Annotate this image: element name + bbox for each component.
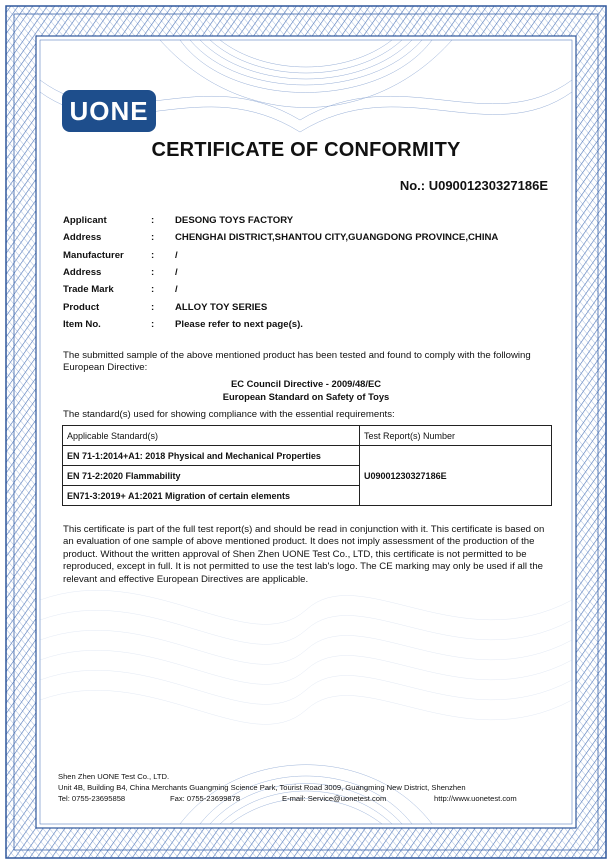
info-label: Item No. — [63, 318, 101, 330]
footer — [58, 771, 517, 804]
info-row-manufacturer — [63, 247, 498, 264]
footer-tel: Tel: 0755-23695858 — [58, 794, 126, 803]
report-number-cell: U09001230327186E — [360, 446, 552, 506]
info-row-address — [63, 229, 498, 246]
table-header-row — [63, 426, 552, 446]
info-colon: : — [151, 249, 155, 261]
logo-text: UONE — [69, 95, 149, 126]
info-value: DESONG TOYS FACTORY — [175, 215, 294, 227]
info-value: Please refer to next page(s). — [175, 318, 303, 330]
info-label: Address — [63, 267, 102, 279]
info-row-item-no — [63, 316, 498, 333]
footer-address: Unit 4B, Building B4, China Merchants Guangming Science Park, Tourist Road 3009, Guangming New District, Shenzhen — [58, 783, 466, 792]
footer-email: E-mail: Service@uonetest.com — [282, 794, 387, 803]
info-value: CHENGHAI DISTRICT,SHANTOU CITY,GUANGDONG PROVINCE,CHINA — [175, 232, 499, 244]
standards-table — [62, 425, 552, 506]
info-colon: : — [151, 318, 155, 330]
info-row-manufacturer-address — [63, 264, 498, 281]
table-row — [63, 446, 552, 466]
info-row-product — [63, 298, 498, 315]
info-colon: : — [151, 284, 155, 296]
info-label: Trade Mark — [63, 284, 114, 296]
info-row-applicant — [63, 212, 498, 229]
directive-line-1: EC Council Directive - 2009/48/EC — [230, 378, 382, 389]
uone-logo — [62, 90, 156, 132]
info-value: / — [175, 249, 178, 261]
info-row-trade-mark — [63, 281, 498, 298]
footer-company: Shen Zhen UONE Test Co., LTD. — [58, 772, 170, 781]
standard-cell: EN71-3:2019+ A1:2021 Migration of certain elements — [63, 486, 360, 506]
info-label: Applicant — [63, 215, 107, 227]
standard-cell: EN 71-1:2014+A1: 2018 Physical and Mechanical Properties — [63, 446, 360, 466]
directive-line-2: European Standard on Safety of Toys — [222, 391, 390, 402]
footer-website: http://www.uonetest.com — [434, 794, 517, 803]
info-colon: : — [151, 232, 155, 244]
standards-intro: The standard(s) used for showing compliance with the essential requirements: — [63, 409, 395, 420]
certificate-title: CERTIFICATE OF CONFORMITY — [151, 139, 461, 161]
info-label: Product — [63, 301, 100, 313]
info-colon: : — [151, 215, 155, 227]
disclaimer-paragraph: This certificate is part of the full test report(s) and should be read in conjunction with it. This certificate is based on an evaluation of one sample of above mentioned product. It does not imply assessment of the production of the product. Without the written approval of Shen Zhen UONE Test Co., LTD, this certificate is not permitted to be reproduced, except in full. It is not permitted to use the test lab's logo. The CE marking may only be used if all the relevant and effective European Directives are applicable. — [63, 524, 545, 585]
info-value: / — [175, 284, 178, 296]
certificate-number: No.: U09001230327186E — [399, 178, 548, 193]
info-colon: : — [151, 267, 155, 279]
footer-fax: Fax: 0755-23699878 — [170, 794, 241, 803]
standard-cell: EN 71-2:2020 Flammability — [63, 466, 360, 486]
header-standards: Applicable Standard(s) — [63, 426, 360, 446]
info-label: Address — [63, 232, 102, 244]
info-label: Manufacturer — [63, 249, 124, 261]
info-colon: : — [151, 301, 155, 313]
header-report-number: Test Report(s) Number — [360, 426, 552, 446]
info-value: ALLOY TOY SERIES — [175, 301, 268, 313]
footer-contact — [58, 793, 517, 804]
info-value: / — [175, 267, 178, 279]
intro-paragraph: The submitted sample of the above mentioned product has been tested and found to comply with the following European Directive: — [63, 350, 531, 374]
info-fields — [63, 212, 498, 333]
